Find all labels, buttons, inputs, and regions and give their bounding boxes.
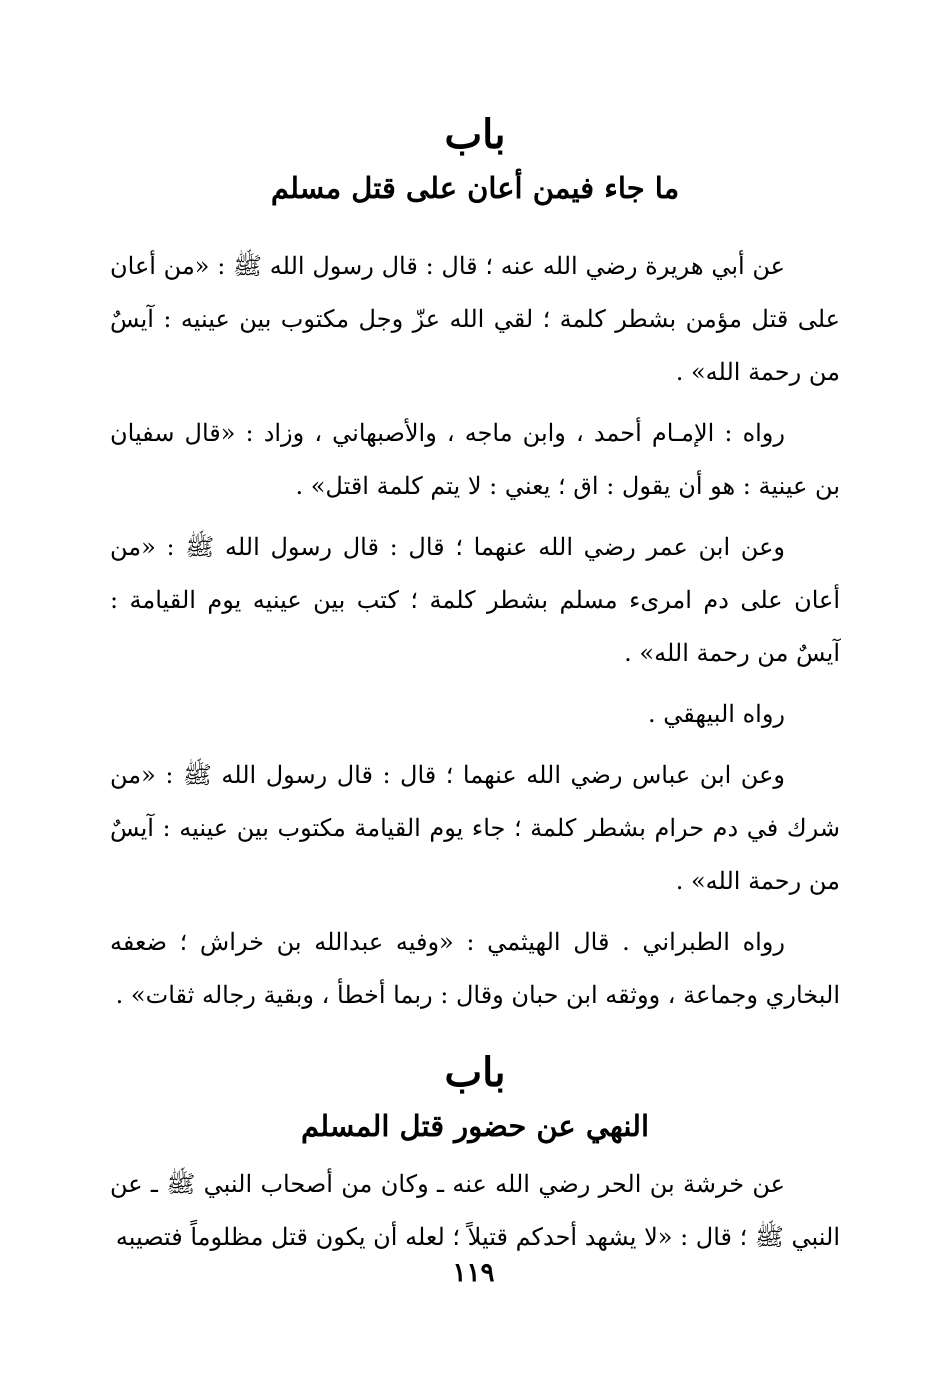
paragraph: رواه الطبراني . قال الهيثمي : «وفيه عبدالله بن خراش ؛ ضعفه البخاري وجماعة ، ووثقه ابن حبان وقال : ربما أخطأ ، وبقية رجاله ثقات» .: [110, 928, 840, 1009]
paragraph: عن أبي هريرة رضي الله عنه ؛ قال : قال رسول الله ﷺ : «من أعان على قتل مؤمن بشطر كلمة ؛ لقي الله عزّ وجل مكتوب بين عينيه : آيسٌ من رحمة الله» .: [110, 252, 840, 386]
paragraph: وعن ابن عباس رضي الله عنهما ؛ قال : قال رسول الله ﷺ : «من شرك في دم حرام بشطر كلمة ؛ جاء يوم القيامة مكتوب بين عينيه : آيسٌ من رحمة الله» .: [110, 761, 840, 895]
chapter-title: ما جاء فيمن أعان على قتل مسلم: [270, 171, 680, 205]
section-divider: [110, 1030, 840, 1048]
paragraph: وعن ابن عمر رضي الله عنهما ؛ قال : قال رسول الله ﷺ : «من أعان على دم امرىء مسلم بشطر كلمة ؛ كتب بين عينيه يوم القيامة : آيسٌ من رحمة الله» .: [110, 533, 840, 667]
paragraph: رواه البيهقي .: [648, 700, 785, 728]
paragraph: رواه : الإمـام أحمد ، وابن ماجه ، والأصبهاني ، وزاد : «قال سفيان بن عينية : هو أن يقول : اق ؛ يعني : لا يتم كلمة اقتل» .: [110, 419, 840, 500]
page-body: [110, 110, 840, 1272]
chapter-heading: باب: [444, 1049, 506, 1096]
page-number: ١١٩: [452, 1258, 495, 1288]
chapter-title: النهي عن حضور قتل المسلم: [300, 1109, 649, 1143]
paragraph: عن خرشة بن الحر رضي الله عنه ـ وكان من أصحاب النبي ﷺ ـ عن النبي ﷺ ؛ قال : «لا يشهد أحدكم قتيلاً ؛ لعله أن يكون قتل مظلوماً فتصيبه: [110, 1170, 840, 1251]
chapter-heading: باب: [444, 111, 506, 158]
